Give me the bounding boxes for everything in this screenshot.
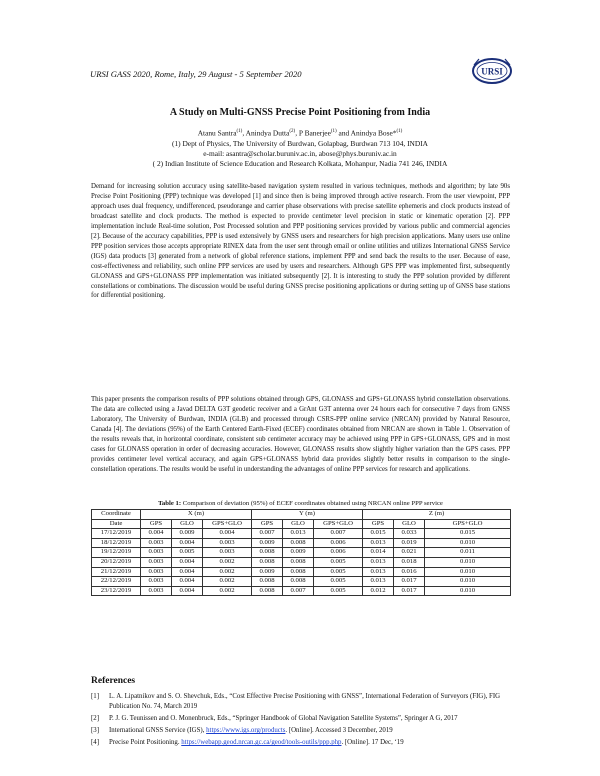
table-value-cell: 0.010 [425, 538, 511, 548]
table-value-cell: 0.004 [203, 529, 252, 539]
affiliation-mark: (1) [396, 129, 403, 134]
reference-link[interactable]: https://webapp.geod.nrcan.gc.ca/geod/tools-outils/ppp.php [181, 739, 342, 747]
table-header-cell: GPS+GLO [203, 519, 252, 529]
table-header-cell: GLO [283, 519, 314, 529]
table-value-cell: 0.009 [252, 567, 283, 577]
table-value-cell: 0.011 [425, 548, 511, 558]
table-value-cell: 0.005 [314, 557, 363, 567]
body-paragraph-2: This paper presents the comparison results of PPP solutions obtained through GPS, GLONASS and GPS+GLONASS hybrid constellation observations. The data are collected using a Javad DELTA G3T geodetic receiver and a GrAnt G3T antenna over 24 hours each for consecutive 7 days from GNSS Laboratory, The University of Burdwan, INDIA (GLB) and processed through CSRS-PPP online service (NRCAN) provided by Natural Resource, Canada [4]. The deviations (95%) of the Earth Centered Earth-Fixed (ECEF) coordinates obtained from NRCAN are shown in Table 1. Observation of the results reveals that, in horizontal coordinate, consistent sub centimeter accuracy may be achieved using PPP in GPS+GLONASS, GPS and in most cases for GLONASS operation in order of decreasing accuracies. However, GLONASS results show slightly higher variation than the GPS cases. PPP provides centimeter level vertical accuracy, and again GPS+GLONASS hybrid data provides slightly better results in comparison to the single-constellation operations. The results would be useful in understanding the advantages of online PPP services for research and applications. [91, 396, 510, 473]
table-header-cell: Z (m) [363, 510, 511, 520]
table-value-cell: 0.008 [252, 548, 283, 558]
table-value-cell: 0.005 [314, 586, 363, 596]
reference-item [91, 726, 516, 736]
table-value-cell: 0.002 [203, 586, 252, 596]
table-value-cell: 0.009 [172, 529, 203, 539]
reference-list [91, 692, 516, 750]
table-value-cell: 0.005 [314, 577, 363, 587]
table-row [92, 577, 511, 587]
table-caption-label: Table 1: [158, 500, 182, 507]
conference-header: URSI GASS 2020, Rome, Italy, 29 August - 5 September 2020 [90, 69, 302, 79]
table-header-cell: GPS [252, 519, 283, 529]
table-header-cell: GPS [363, 519, 394, 529]
table-value-cell: 0.009 [252, 538, 283, 548]
reference-text: L. A. Lipatnikov and S. O. Shevchuk, Eds., “Cost Effective Precise Positioning with GNSS”, International Federation of Surveyors (FIG), FIG Publication No. 74, March 2019 [109, 693, 501, 710]
table-value-cell: 0.003 [141, 557, 172, 567]
reference-text: . [Online]. Accessed 3 December, 2019 [285, 727, 393, 735]
table-header-cell: Y (m) [252, 510, 363, 520]
table-header-cell: GPS+GLO [425, 519, 511, 529]
author-name: Atanu Santra [197, 128, 237, 138]
table-date-cell: 21/12/2019 [92, 567, 141, 577]
author-name: Anindya Bose* [350, 128, 397, 138]
table-value-cell: 0.015 [425, 529, 511, 539]
table-value-cell: 0.004 [172, 586, 203, 596]
table-value-cell: 0.003 [141, 538, 172, 548]
table-value-cell: 0.003 [141, 548, 172, 558]
table-value-cell: 0.004 [141, 529, 172, 539]
table-row [92, 586, 511, 596]
table-value-cell: 0.010 [425, 577, 511, 587]
table-row [92, 557, 511, 567]
table-value-cell: 0.009 [283, 548, 314, 558]
table-date-cell: 23/12/2019 [92, 586, 141, 596]
table-value-cell: 0.004 [172, 538, 203, 548]
table-group-header-row [92, 510, 511, 520]
reference-text: P. J. G. Teunissen and O. Monenbruck, Eds., “Springer Handbook of Global Navigation Satellite Systems”, Springer A G, 2017 [109, 715, 458, 722]
table-value-cell: 0.015 [363, 529, 394, 539]
table-value-cell: 0.010 [425, 586, 511, 596]
table-value-cell: 0.008 [283, 538, 314, 548]
table-header-cell: Coordinate [92, 510, 141, 520]
table-sub-header-row [92, 519, 511, 529]
table-header-cell: GLO [394, 519, 425, 529]
author-email: e-mail: asantra@scholar.buruniv.ac.in, abose@phys.buruniv.ac.in [203, 149, 397, 159]
table-date-cell: 20/12/2019 [92, 557, 141, 567]
table-value-cell: 0.006 [314, 548, 363, 558]
table-value-cell: 0.013 [363, 538, 394, 548]
table-value-cell: 0.003 [141, 577, 172, 587]
table-value-cell: 0.004 [172, 577, 203, 587]
table-value-cell: 0.014 [363, 548, 394, 558]
table-row [92, 529, 511, 539]
table-header-cell: GLO [172, 519, 203, 529]
table-date-cell: 17/12/2019 [92, 529, 141, 539]
author-name: P Banerjee [298, 128, 331, 138]
reference-text: Precise Point Positioning. [109, 739, 182, 747]
table-value-cell: 0.033 [394, 529, 425, 539]
references-heading: References [91, 676, 136, 686]
table-value-cell: 0.008 [252, 586, 283, 596]
table-value-cell: 0.007 [314, 529, 363, 539]
table-value-cell: 0.013 [363, 557, 394, 567]
svg-text:URSI: URSI [481, 66, 503, 77]
table-value-cell: 0.013 [283, 529, 314, 539]
table-caption [91, 500, 510, 507]
reference-link[interactable]: https://www.igs.org/products [206, 727, 286, 735]
table-value-cell: 0.021 [394, 548, 425, 558]
table-value-cell: 0.003 [203, 548, 252, 558]
table-value-cell: 0.013 [363, 567, 394, 577]
table-caption-text: Comparison of deviation (95%) of ECEF coordinates obtained using NRCAN online PPP service [181, 500, 443, 507]
author-line: Atanu Santra$^{(1)}$, Anindya Dutta$^{(2)}$, P Banerjee$^{(1)}$ and Anindya Bose*$^{(1)}$ [197, 128, 403, 138]
table-value-cell: 0.017 [394, 577, 425, 587]
table-value-cell: 0.013 [363, 577, 394, 587]
table-value-cell: 0.019 [394, 538, 425, 548]
table-value-cell: 0.004 [172, 567, 203, 577]
table-value-cell: 0.003 [141, 586, 172, 596]
affiliation-2: ( 2) Indian Institute of Science Education and Research Kolkata, Mohanpur, Nadia 741 246, INDIA [152, 159, 448, 169]
reference-item [91, 714, 516, 724]
author-block [60, 127, 540, 170]
ursi-logo [470, 56, 514, 86]
table-value-cell: 0.008 [252, 577, 283, 587]
table-value-cell: 0.017 [394, 586, 425, 596]
table-value-cell: 0.002 [203, 557, 252, 567]
table-value-cell: 0.003 [203, 538, 252, 548]
table-header-cell: Date [92, 519, 141, 529]
reference-text: International GNSS Service (IGS), [109, 727, 207, 735]
reference-text: . [Online]. 17 Dec, ‘19 [341, 739, 404, 747]
reference-number: [1] [91, 693, 99, 700]
deviation-table [91, 509, 511, 596]
paper-title: A Study on Multi-GNSS Precise Point Positioning from India [169, 107, 431, 118]
table-value-cell: 0.005 [172, 548, 203, 558]
table-row [92, 548, 511, 558]
author-name: Anindya Dutta [245, 128, 290, 138]
table-value-cell: 0.010 [425, 557, 511, 567]
table-value-cell: 0.004 [172, 557, 203, 567]
affiliation-1: (1) Dept of Physics, The University of Burdwan, Golapbag, Burdwan 713 104, INDIA [171, 138, 429, 148]
reference-number: [2] [91, 715, 99, 722]
table-value-cell: 0.010 [425, 567, 511, 577]
table-header-cell: X (m) [141, 510, 252, 520]
table-body [92, 529, 511, 596]
table-value-cell: 0.012 [363, 586, 394, 596]
table-value-cell: 0.003 [141, 567, 172, 577]
table-value-cell: 0.002 [203, 577, 252, 587]
affiliation-mark: (1) [330, 129, 337, 134]
table-value-cell: 0.007 [283, 586, 314, 596]
affiliation-mark: (1) [236, 129, 243, 134]
table-value-cell: 0.002 [203, 567, 252, 577]
table-value-cell: 0.008 [283, 567, 314, 577]
table-row [92, 567, 511, 577]
table-header-cell: GPS+GLO [314, 519, 363, 529]
reference-item [91, 692, 516, 712]
table-value-cell: 0.008 [283, 577, 314, 587]
table-value-cell: 0.007 [252, 529, 283, 539]
table-value-cell: 0.008 [252, 557, 283, 567]
table-date-cell: 18/12/2019 [92, 538, 141, 548]
table-header-cell: GPS [141, 519, 172, 529]
table-value-cell: 0.016 [394, 567, 425, 577]
body-paragraph-1: Demand for increasing solution accuracy using satellite-based navigation system resulted in various techniques, methods and algorithm; by late 90s Precise Point Positioning (PPP) technique was developed [1] and since then is being improved through active research. From the user viewpoint, PPP approach uses dual frequency, undifferenced, pseudorange and carrier phase observations with precise satellite ephemeris and clock products instead of broadcast satellite and clock products. The method is expected to provide centimeter level precision in static or kinematic operation [2]. PPP implementation include Real-time solution, Post Processed solution and PPP positioning services provided by various public and commercial agencies [2]. Because of the accuracy capabilities, PPP is used extensively by GNSS users and researchers for high precision applications. Many users use online PPP position services those accepts appropriate RINEX data from the user sent through email or online utilities and utilizes International GNSS Service (IGS) data products [3] generated from a network of global reference stations, implement PPP and send back the results to the user. Because of ease, cost-effectiveness and reliability, such online PPP services are used by users and researchers. Although GPS PPP was implemented first, subsequently GLONASS and GPS+GLONASS PPP implementation was initiated subsequently [2]. It is interesting to study the PPP solution provided by different constellations or combinations. The discussion would be useful during GNSS precise positioning applications or during setting up of GNSS base stations for differential positioning. [91, 183, 511, 300]
table-value-cell: 0.006 [314, 538, 363, 548]
table-row [92, 538, 511, 548]
table-value-cell: 0.018 [394, 557, 425, 567]
table-date-cell: 22/12/2019 [92, 577, 141, 587]
affiliation-mark: (2) [289, 129, 296, 134]
reference-number: [4] [91, 739, 99, 747]
reference-number: [3] [91, 727, 99, 735]
table-value-cell: 0.005 [314, 567, 363, 577]
reference-item [91, 738, 516, 748]
table-date-cell: 19/12/2019 [92, 548, 141, 558]
table-value-cell: 0.008 [283, 557, 314, 567]
